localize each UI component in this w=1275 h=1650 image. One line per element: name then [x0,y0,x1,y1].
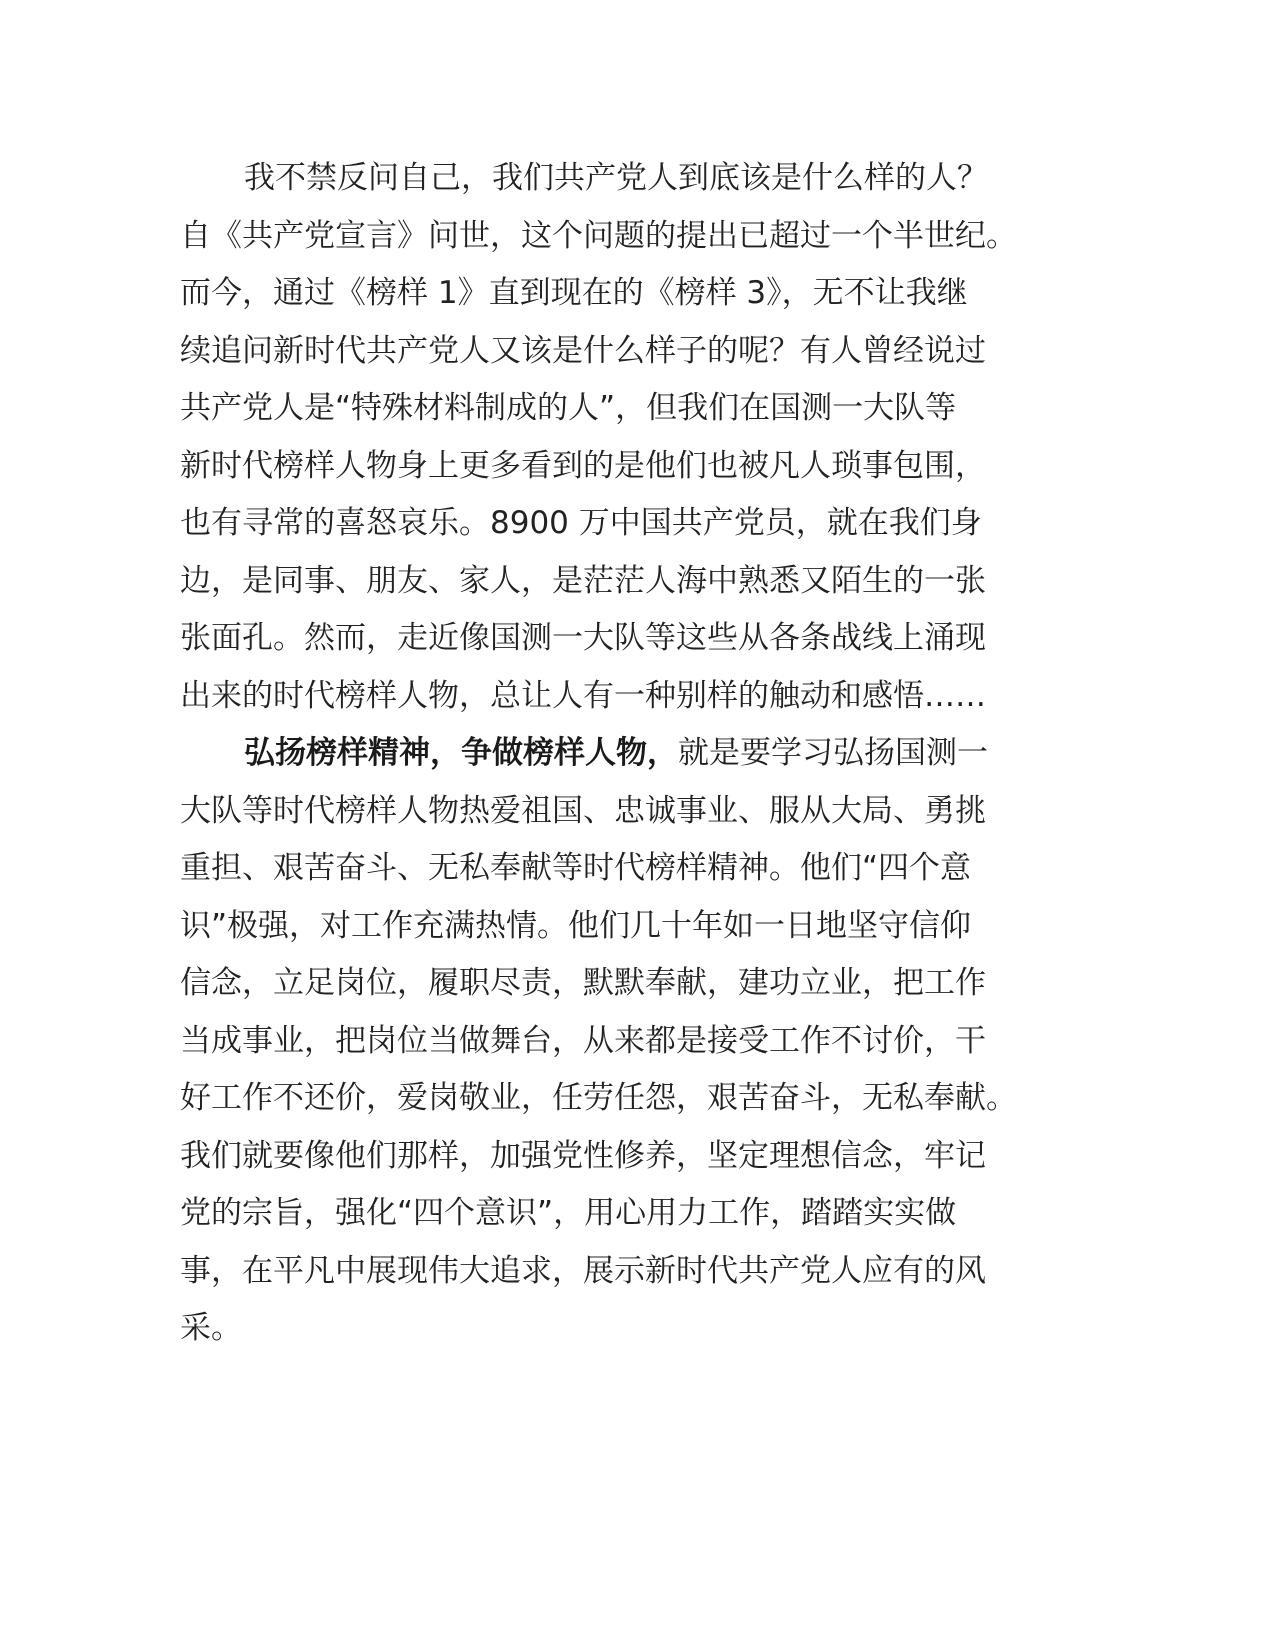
paragraph-line: 出来的时代榜样人物，总让人有一种别样的触动和感悟…… [180,677,986,714]
paragraph-line: 也有寻常的喜怒哀乐。8900 万中国共产党员，就在我们身 [180,505,982,541]
paragraph-1 [180,150,1070,725]
paragraph-line: 新时代榜样人物身上更多看到的是他们也被凡人琐事包围， [180,447,986,484]
paragraph-line: 我们就要像他们那样，加强党性修养，坚定理想信念，牢记 [180,1137,986,1174]
paragraph-line: 自《共产党宣言》问世，这个问题的提出已超过一个半世纪。 [180,217,1017,254]
paragraph-line: 而今，通过《榜样 1》直到现在的《榜样 3》，无不让我继 [180,275,968,311]
paragraph-line: 好工作不还价，爱岗敬业，任劳任怨，艰苦奋斗，无私奉献。 [180,1080,1017,1116]
paragraph-line: 信念，立足岗位，履职尽责，默默奉献，建功立业，把工作 [180,965,986,1001]
paragraph-2 [180,725,1070,1358]
paragraph-line: 张面孔。然而，走近像国测一大队等这些从各条战线上涌现 [180,620,986,656]
paragraph-line: 我不禁反问自己，我们共产党人到底该是什么样的人？ [244,160,988,196]
paragraph-line: 当成事业，把岗位当做舞台，从来都是接受工作不讨价，干 [180,1022,986,1059]
bold-lead-phrase: 弘扬榜样精神，争做榜样人物， [244,735,678,771]
first-line-rest: 就是要学习弘扬国测一 [678,735,988,771]
paragraph-line: 采。 [180,1310,242,1346]
paragraph-line: 边，是同事、朋友、家人，是茫茫人海中熟悉又陌生的一张 [180,562,986,599]
document-body [180,150,1070,1358]
paragraph-line: 识”极强，对工作充满热情。他们几十年如一日地坚守信仰 [180,907,972,944]
paragraph-line: 重担、艰苦奋斗、无私奉献等时代榜样精神。他们“四个意 [180,850,972,886]
paragraph-first-line [180,725,1070,783]
paragraph-line: 事，在平凡中展现伟大追求，展示新时代共产党人应有的风 [180,1252,986,1289]
paragraph-line: 续追问新时代共产党人又该是什么样子的呢？有人曾经说过 [180,332,986,369]
paragraph-line: 党的宗旨，强化“四个意识”，用心用力工作，踏踏实实做 [180,1195,957,1231]
paragraph-line: 大队等时代榜样人物热爱祖国、忠诚事业、服从大局、勇挑 [180,792,986,829]
paragraph-line: 共产党人是“特殊材料制成的人”，但我们在国测一大队等 [180,390,957,426]
